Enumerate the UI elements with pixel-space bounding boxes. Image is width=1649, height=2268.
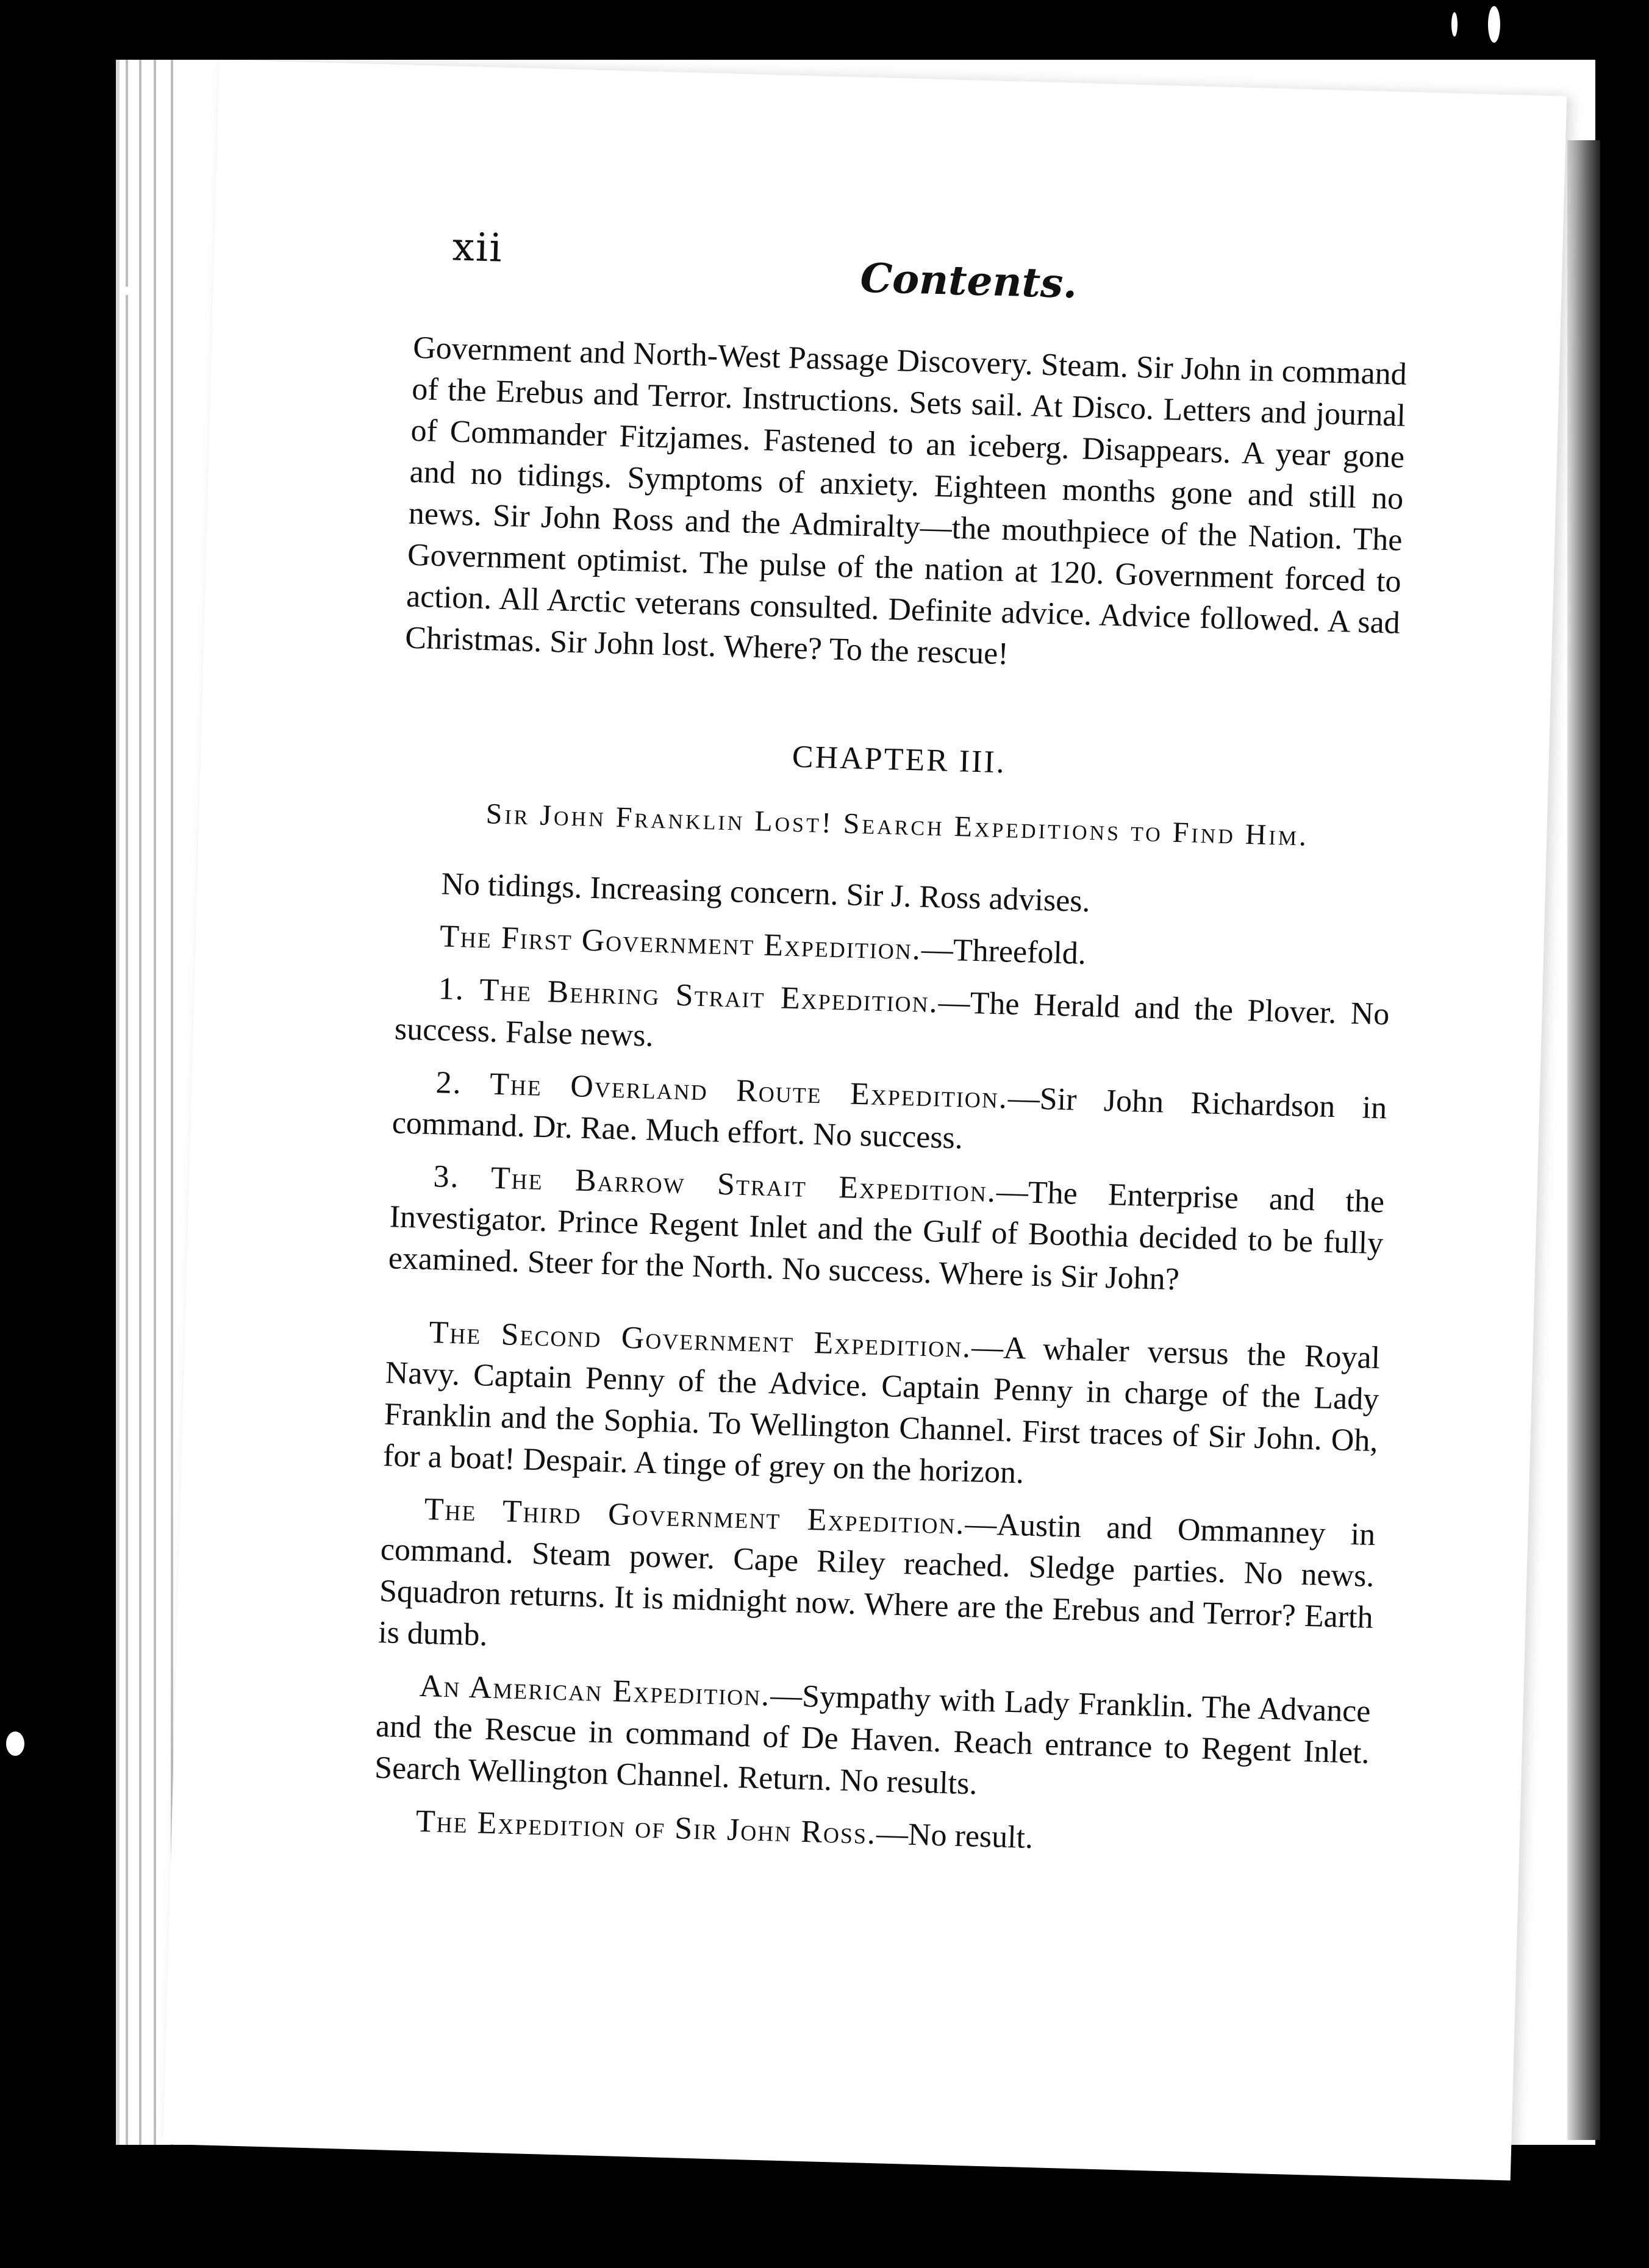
entry-lead: The Expedition of Sir John Ross. (415, 1803, 877, 1852)
entry-text: No tidings. Increasing concern. Sir J. Ross advises. (440, 866, 1091, 919)
scan-speck (6, 1731, 24, 1756)
book-page (163, 60, 1567, 2181)
entry-text: —The Herald and the Plover. No success. False news. (394, 985, 1390, 1054)
entry-lead: 2. The Overland Route Expedition. (435, 1065, 1009, 1116)
page-edge-line (154, 60, 156, 2145)
page-number: xii (451, 224, 504, 271)
entry-lead: The Third Government Expedition. (424, 1491, 966, 1541)
entry-text: —The Enterprise and the Investigator. Prince Regent Inlet and the Gulf of Boothia decided to be fully examined. Steer for the North. No success. Where is Sir John? (388, 1174, 1385, 1297)
entry-lead: The Second Government Expedition. (428, 1315, 973, 1365)
entry-text: —Sir John Richardson in command. Dr. Rae. Much effort. No success. (392, 1080, 1387, 1156)
entry-lead: An American Expedition. (419, 1668, 771, 1713)
entry-text: —Austin and Ommanney in command. Steam power. Cape Riley reached. Sledge parties. No news. Squadron returns. It is midnight now. Where are the Erebus and Terror? Earth is dumb. (377, 1506, 1376, 1653)
contents-entry (388, 1155, 1385, 1306)
chapter-title: Sir John Franklin Lost! Search Expeditions to Find Him. (485, 797, 1309, 852)
entry-text: —A whaler versus the Royal Navy. Captain Penny of the Advice. Captain Penny in charge of the Lady Franklin and the Sophia. To Wellington Channel. First traces of Sir John. Oh, for a boat! Despair. A tinge of grey on the horizon. (382, 1330, 1381, 1491)
contents-entry (382, 1311, 1381, 1503)
page-gutter-shadow (1567, 140, 1600, 2140)
contents-entry (374, 1664, 1371, 1816)
entry-lead: 3. The Barrow Strait Expedition. (432, 1159, 997, 1210)
entry-text: —No result. (876, 1816, 1034, 1856)
scan-speck (122, 287, 131, 295)
contents-text (373, 327, 1408, 1879)
contents-entry (377, 1488, 1376, 1680)
contents-entry (392, 1061, 1387, 1171)
entry-text: —Sympathy with Lady Franklin. The Advance and the Rescue in command of De Haven. Reach entrance to Regent Inlet. Search Wellington Channel. Return. No results. (374, 1678, 1372, 1802)
entry-lead: The First Government Expedition. (439, 919, 922, 967)
entry-text: —Threefold. (921, 932, 1087, 971)
running-head: Contents. (859, 254, 1078, 308)
chapter-heading: CHAPTER III. (792, 739, 1007, 780)
contents-entry (394, 967, 1390, 1077)
chapter-ii-summary: Government and North-West Passage Discovery. Steam. Sir John in command of the Erebus and Terror. Instructions. Sets sail. At Disco. Letters and journal of Commander Fitzjames. Fastened to an iceberg. Disappears. A year gone and no tidings. Symptoms of anxiety. Eighteen months gone and still no news. Sir John Ross and the Admiralty—the mouthpiece of the Nation. The Government optimist. The pulse of the nation at 120. Government forced to action. All Arctic veterans consulted. Definite advice. Advice followed. A sad Christmas. Sir John lost. Where? To the rescue! (404, 330, 1408, 672)
page-edge-line (139, 60, 141, 2145)
scan-speck (1488, 6, 1500, 43)
entry-lead: 1. The Behring Strait Expedition. (438, 971, 939, 1020)
page-edge-line (126, 60, 128, 2145)
scan-speck (1451, 12, 1458, 37)
